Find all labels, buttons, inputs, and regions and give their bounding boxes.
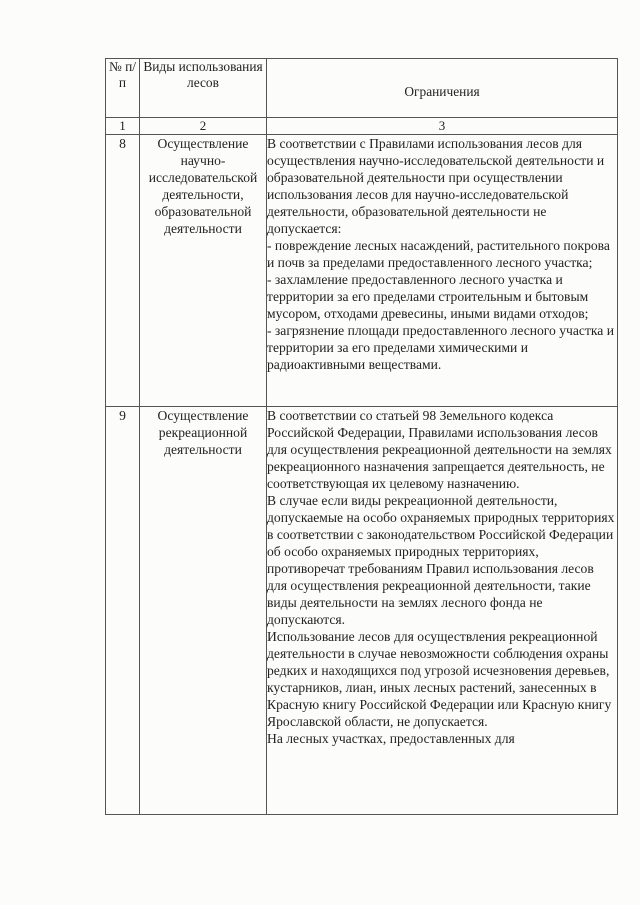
restriction-paragraph: Использование лесов для осуществления рекреационной деятельности в случае невозможности соблюдения охраны редких и находящихся под угрозой исчезновения деревьев, кустарников, лиан, иных лесных растений, занесенных в Красную книгу Российской Федерации или Красную книгу Ярославской области, не допускается. <box>267 629 612 729</box>
row-number: 9 <box>106 407 140 815</box>
header-restrictions: Ограничения <box>267 59 618 118</box>
restrictions-table <box>105 58 618 815</box>
restrictions-cell <box>267 135 618 407</box>
restriction-paragraph: В соответствии со статьей 98 Земельного кодекса Российской Федерации, Правилами использования лесов для осуществления рекреационной деятельности на землях рекреационного назначения запрещается деятельность, не соответствующая их целевому назначению. <box>267 408 612 491</box>
restriction-paragraph: - захламление предоставленного лесного участка и территории за его пределами строительным и бытовым мусором, отходами древесины, иными видами отходов; <box>267 272 589 321</box>
restriction-paragraph: В случае если виды рекреационной деятельности, допускаемые на особо охраняемых природных территориях в соответствии с законодательством Российской Федерации об особо охраняемых природных территориях, противоречат требованиям Правил использования лесов для осуществления рекреационной деятельности, такие виды деятельности на землях лесного фонда не допускаются. <box>267 493 615 627</box>
table-row <box>106 135 618 407</box>
restriction-paragraph: - повреждение лесных насаждений, растительного покрова и почв за пределами предоставленного лесного участка; <box>267 238 610 270</box>
header-number: № п/п <box>106 59 140 118</box>
table-header-row <box>106 59 618 118</box>
column-index-2: 2 <box>140 118 267 135</box>
restriction-paragraph: В соответствии с Правилами использования лесов для осуществления научно-исследовательской деятельности и образовательной деятельности при осуществлении использования лесов для научно-исследовательской деятельности, образовательной деятельности не допускается: <box>267 136 605 236</box>
usage-kind-cell: Осуществление научно-исследовательской деятельности, образовательной деятельности <box>140 135 267 407</box>
restrictions-cell <box>267 407 618 815</box>
column-index-1: 1 <box>106 118 140 135</box>
column-index-row <box>106 118 618 135</box>
table-row <box>106 407 618 815</box>
column-index-3: 3 <box>267 118 618 135</box>
restriction-paragraph: На лесных участках, предоставленных для <box>267 731 515 746</box>
restriction-paragraph: - загрязнение площади предоставленного лесного участка и территории за его пределами химическими и радиоактивными веществами. <box>267 323 614 372</box>
header-usage-kind: Виды использования лесов <box>140 59 267 118</box>
usage-kind-cell: Осуществление рекреационной деятельности <box>140 407 267 815</box>
row-number: 8 <box>106 135 140 407</box>
